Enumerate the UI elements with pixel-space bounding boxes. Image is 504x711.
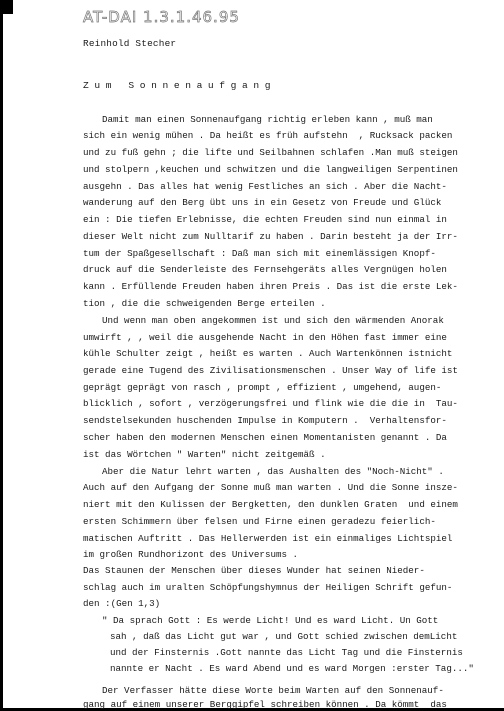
text-line: Und wenn man oben angekommen ist und sich den wärmenden Anorak	[102, 315, 444, 326]
text-line: ersten Schimmern über felsen und Firne einen geradezu feierlich-	[83, 516, 436, 527]
text-line: kühle Schulter zeigt , heißt es warten . Auch Wartenkönnen istnicht	[83, 348, 453, 359]
text-line: umwirft , , weil die ausgehende Nacht in den Höhen fast immer eine	[83, 332, 447, 343]
text-line: tum der Spaßgesellschaft : Daß man sich mit einemlässigen Knopf-	[83, 248, 436, 259]
text-line: sich ein wenig mühen . Da heißt es früh aufstehn , Rucksack packen	[83, 130, 453, 141]
text-line: dieser Welt nicht zum Nulltarif zu haben . Darin besteht ja der Irr-	[83, 231, 458, 242]
text-line: druck auf die Senderleiste des Fernsehgeräts alles Vergnügen holen	[83, 264, 447, 275]
text-line: scher haben den modernen Menschen einen Momentanisten genannt . Da	[83, 432, 447, 443]
text-line: nannte er Nacht . Es ward Abend und es ward Morgen :erster Tag..."	[110, 663, 474, 674]
text-line: Aber die Natur lehrt warten , das Aushalten des "Noch-Nicht" .	[102, 466, 444, 477]
text-line: sah , daß das Licht gut war , und Gott schied zwischen demLicht	[110, 631, 458, 642]
text-line: kann . Erfüllende Freuden haben ihren Preis . Das ist die erste Lek-	[83, 281, 458, 292]
text-line: und zu fuß gehn ; die lifte und Seilbahnen schlafen .Man muß steigen	[83, 147, 458, 158]
document-title: Zum Sonnenaufgang	[83, 80, 277, 91]
text-line: den :(Gen 1,3)	[83, 598, 161, 609]
text-line: gang auf einem unserer Berggipfel schreiben können . Da kömmt das	[83, 699, 447, 710]
text-line: geprägt geprägt von rasch , prompt , effizient , umgehend, augen-	[83, 382, 442, 393]
text-line: Damit man einen Sonnenaufgang richtig erleben kann , muß man	[102, 114, 433, 125]
text-line: ein : Die tiefen Erlebnisse, die echten Freuden sind nun einmal in	[83, 214, 447, 225]
text-line: gerade eine Tugend des Zivilisationsmenschen . Unser Way of life ist	[83, 365, 458, 376]
text-line: ausgehn . Das alles hat wenig Festliches an sich . Aber die Nacht-	[83, 181, 447, 192]
text-line: blicklich , sofort , verzögerungsfrei und flink wie die die in Tau-	[83, 398, 458, 409]
text-line: schlag auch im uralten Schöpfungshymnus der Heiligen Schrift gefun-	[83, 582, 453, 593]
author-name: Reinhold Stecher	[83, 38, 177, 49]
text-line: Auch auf den Aufgang der Sonne muß man warten . Und die Sonne insze-	[83, 482, 458, 493]
text-line: tion , die die schweigenden Berge erteilen .	[83, 298, 326, 309]
scan-corner-mark	[3, 0, 13, 14]
text-line: und stolpern ,keuchen und schwitzen und die langweiligen Serpentinen	[83, 164, 458, 175]
text-line: im großen Rundhorizont des Universums .	[83, 549, 299, 560]
text-line: sendstelsekunden huschenden Impulse in Komputern . Verhaltensfor-	[83, 415, 447, 426]
text-line: Das Staunen der Menschen über dieses Wunder hat seinen Nieder-	[83, 565, 425, 576]
text-line: " Da sprach Gott : Es werde Licht! Und es ward Licht. Un Gott	[102, 615, 439, 626]
text-line: wanderung auf den Berg übt uns in ein Gesetz von Freude und Glück	[83, 197, 442, 208]
text-line: matischen Auftritt . Das Hellerwerden ist ein einmaliges Lichtspiel	[83, 533, 453, 544]
text-line: Der Verfasser hätte diese Worte beim Warten auf den Sonnenauf-	[102, 685, 444, 696]
text-line: ist das Wörtchen " Warten" nicht zeitgemäß .	[83, 449, 326, 460]
archive-stamp: AT-DAI 1.3.1.46.95	[83, 8, 240, 26]
text-line: und der Finsternis .Gott nannte das Licht Tag und die Finsternis	[110, 647, 463, 658]
text-line: niert mit den Kulissen der Bergketten, den dunklen Graten und einem	[83, 499, 458, 510]
